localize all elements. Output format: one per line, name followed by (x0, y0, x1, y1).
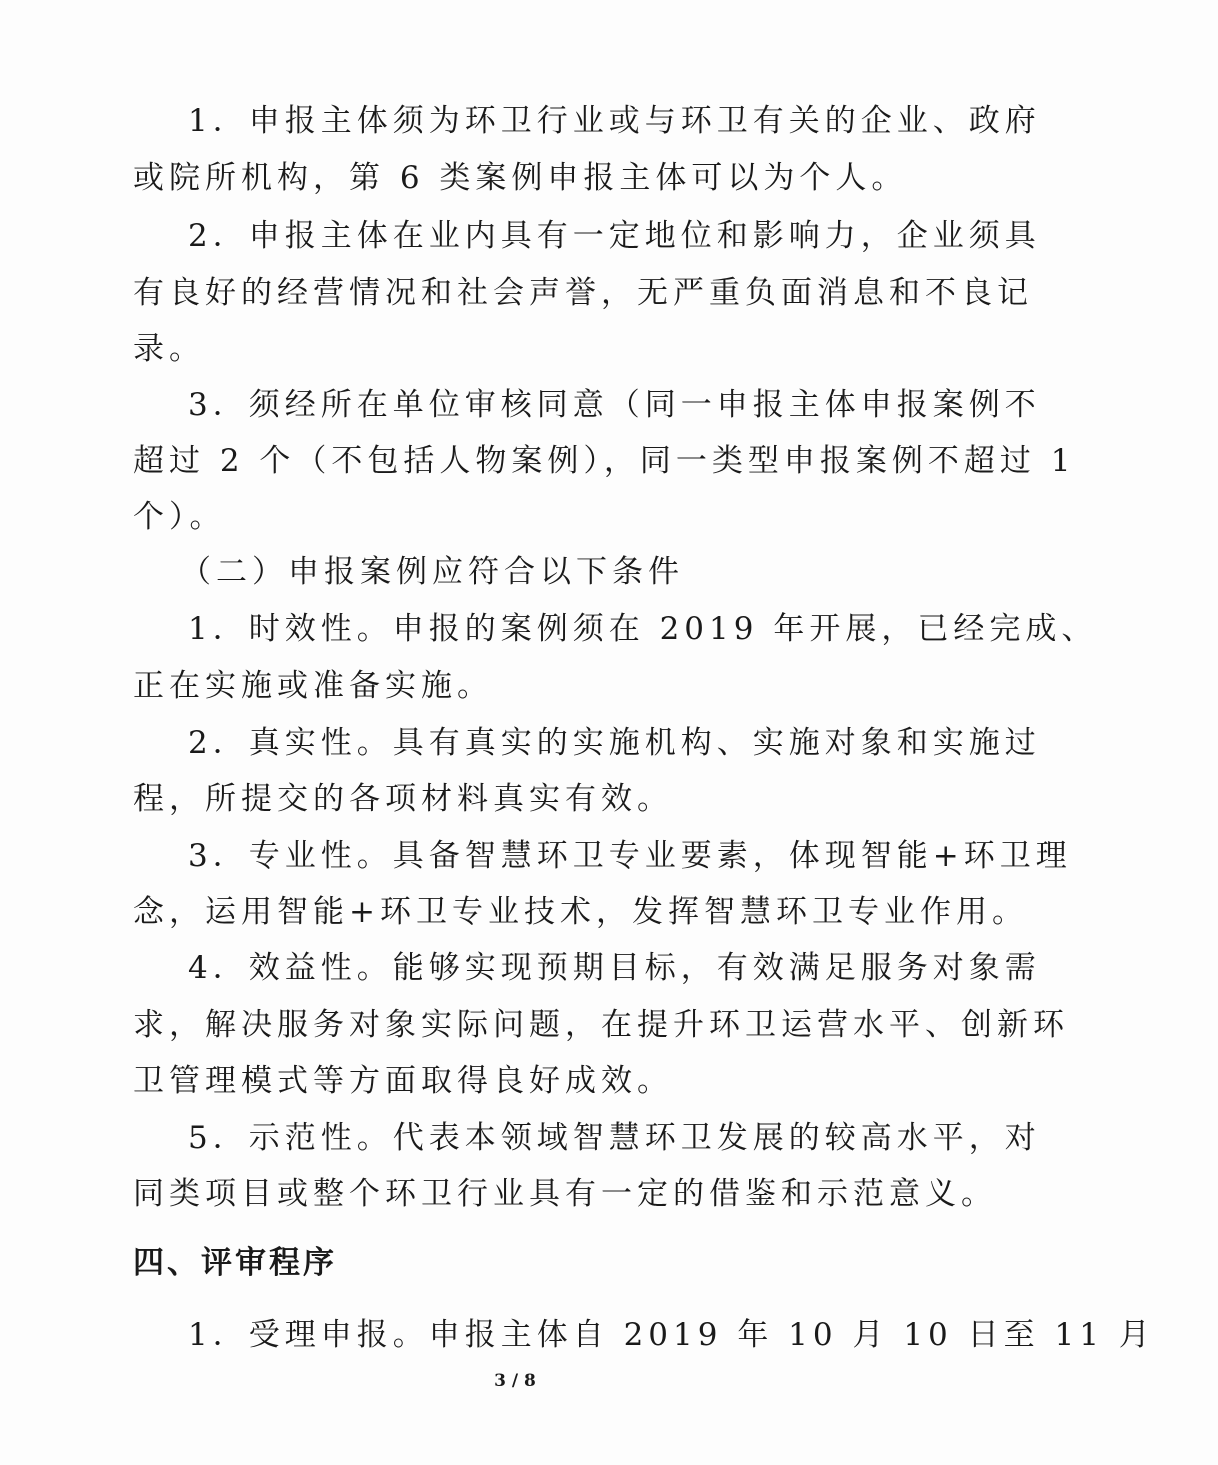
text-line: 3．须经所在单位审核同意（同一申报主体申报案例不 (188, 387, 1041, 423)
section-heading: 四、评审程序 (133, 1245, 337, 1281)
text-line: 5．示范性。代表本领域智慧环卫发展的较高水平，对 (188, 1120, 1041, 1156)
text-line: 1．申报主体须为环卫行业或与环卫有关的企业、政府 (188, 103, 1041, 139)
text-line: 1．时效性。申报的案例须在 2019 年开展，已经完成、 (188, 611, 1098, 647)
text-line: 录。 (133, 331, 205, 367)
text-line: 程，所提交的各项材料真实有效。 (133, 781, 673, 817)
text-line: 3．专业性。具备智慧环卫专业要素，体现智能+环卫理 (188, 838, 1072, 874)
text-line: 4．效益性。能够实现预期目标，有效满足服务对象需 (188, 950, 1041, 986)
text-line: 念，运用智能+环卫专业技术，发挥智慧环卫专业作用。 (133, 894, 1028, 930)
section-subheading: （二）申报案例应符合以下条件 (180, 554, 684, 590)
text-line: 卫管理模式等方面取得良好成效。 (133, 1063, 673, 1099)
text-line: 2．申报主体在业内具有一定地位和影响力，企业须具 (188, 218, 1041, 254)
text-line: 超过 2 个（不包括人物案例），同一类型申报案例不超过 1 (133, 443, 1076, 479)
text-line: 正在实施或准备实施。 (133, 668, 493, 704)
text-line: 或院所机构，第 6 类案例申报主体可以为个人。 (133, 160, 908, 196)
text-line: 同类项目或整个环卫行业具有一定的借鉴和示范意义。 (133, 1176, 997, 1212)
page-number: 3 / 8 (494, 1371, 536, 1391)
text-line: 1．受理申报。申报主体自 2019 年 10 月 10 日至 11 月 (188, 1317, 1155, 1353)
text-line: 2．真实性。具有真实的实施机构、实施对象和实施过 (188, 725, 1041, 761)
text-line: 有良好的经营情况和社会声誉，无严重负面消息和不良记 (133, 275, 1033, 311)
text-line: 求，解决服务对象实际问题，在提升环卫运营水平、创新环 (133, 1007, 1069, 1043)
text-line: 个）。 (133, 499, 226, 535)
